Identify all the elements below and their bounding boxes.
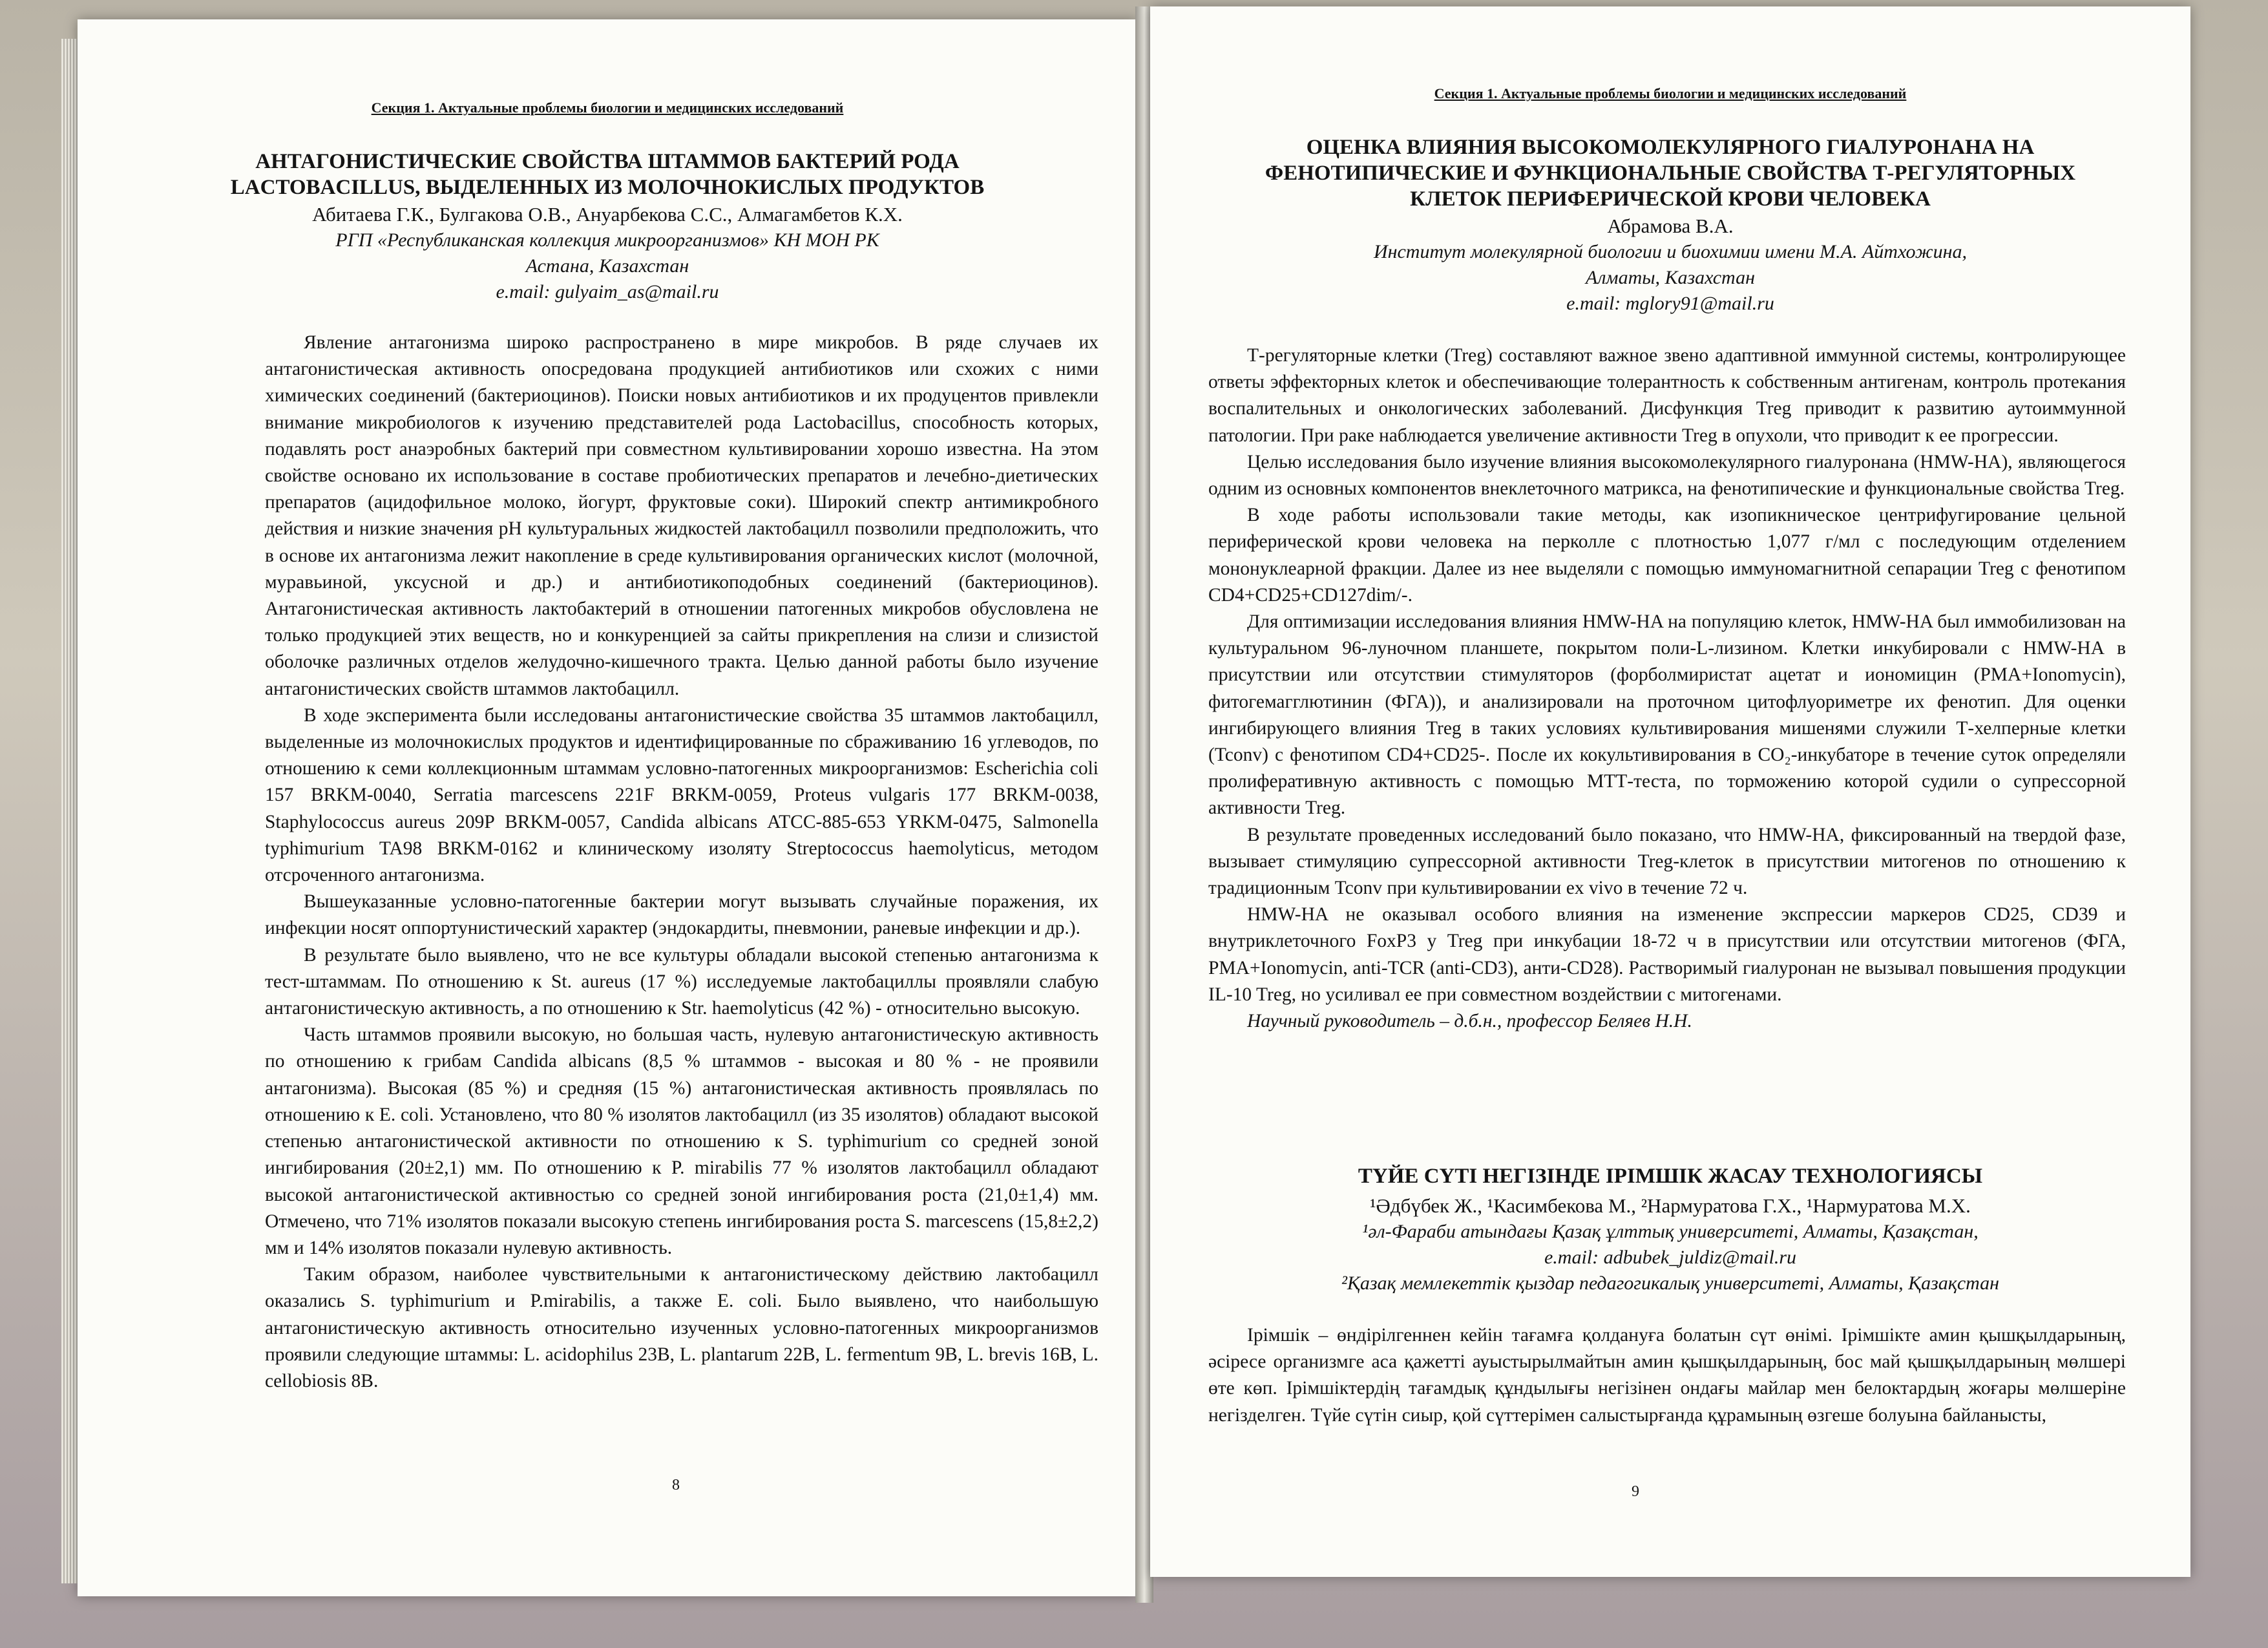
article-authors: Абитаева Г.К., Булгакова О.В., Ануарбекова С.С., Алмагамбетов К.Х.	[312, 203, 903, 226]
article-authors: Абрамова В.А.	[1607, 215, 1734, 237]
second-article-affiliation-1: ¹әл-Фараби атындағы Қазақ ұлттық университеті, Алматы, Қазақстан,	[1362, 1221, 1979, 1242]
paragraph: В ходе эксперимента были исследованы антагонистические свойства 35 штаммов лактобацилл, выделенные из молочнокислых продуктов и идентифицированные по сбраживанию 16 углеводов, по отношению к семи коллекционным штаммам условно-патогенных микроорганизмов: Escherichia coli 157 BRKM-0040, Serratia marcescens 221F BRKM-0059, Proteus vulgaris 177 BRKM-0038, Staphylococcus aureus 209P BRKM-0057, Candida albicans ATCC-885-653 YRKM-0475, Salmonella typhimurium TA98 BRKM-0162 и клиническому изоляту Streptococcus haemolyticus, методом отсроченного антагонизма.	[265, 704, 1098, 886]
paragraph: HMW-HA не оказывал особого влияния на изменение экспрессии маркеров CD25, CD39 и внутриклеточного FoxP3 у Treg при инкубации 18-72 ч в присутствии или отсутствии митогенов (ФГА, PMA+Ionomycin, anti-TCR (anti-CD3), анти-CD28). Растворимый гиалуронан не вызывал повышения продукции IL-10 Treg, но усиливал ее при совместном воздействии с митогенами.	[1208, 904, 2126, 1005]
article-affiliation: Институт молекулярной биологии и биохимии имени М.А. Айтхожина,	[1373, 241, 1968, 262]
paragraph: Явление антагонизма широко распространено в мире микробов. В ряде случаев их антагонистическая активность опосредована продукцией антибиотиков или схожих с ними химических соединений (бактериоцинов). Поиски новых антибиотиков и их продуцентов привлекли внимание микробиологов к изучению представителей рода Lactobacillus, способность которых, подавлять рост анаэробных бактерий при совместном культивировании хорошо известна. На этом свойстве основано их использование в составе пробиотических препаратов и лечебно-диетических препаратов (ацидофильное молоко, йогурт, фруктовые соки). Широкий спектр антимикробного действия и низкие значения pH культуральных жидкостей лактобацилл позволили предположить, что в основе их антагонизма лежит накопление в среде культивирования органических кислот (молочной, муравьиной, уксусной и др.) и антибиотикоподобных соединений (бактериоцинов). Антагонистическая активность лактобактерий в отношении патогенных микробов обусловлена не только продукцией этих веществ, но и конкуренцией за сайты прикрепления на слизи и слизистой оболочке различных отделов желудочно-кишечного тракта. Целью данной работы было изучение антагонистических свойств штаммов лактобацилл.	[265, 332, 1098, 699]
article-body	[265, 330, 1098, 1395]
paragraph: Для оптимизации исследования влияния HMW-HA на популяцию клеток, HMW-HA был иммобилизован на культуральном 96-луночном планшете, покрытом поли-L-лизином. Клетки инкубировали с HMW-HA в присутствии или отсутствии стимуляторов (форболмиристат ацетат и иономицин (PMA+Ionomycin), фитогемагглютинин (ФГА)), и анализировали на проточном цитофлуориметре их фенотип. Для оценки ингибирующего влияния Treg в таких условиях культивирования мишенями служили Т-хелперные клетки (Tconv) с фенотипом CD4+CD25-. После их кокультивирования в CO₂-инкубаторе в течение суток определяли пролиферативную активность с помощью МТТ-теста, по торможению которой судили о супрессорной активности Treg.	[1208, 611, 2126, 819]
paragraph: В результате проведенных исследований было показано, что HMW-HA, фиксированный на твердой фазе, вызывает стимуляцию супрессорной активности Treg-клеток в присутствии митогенов по отношению к традиционным Tconv при культивировании ex vivo в течение 72 ч.	[1208, 824, 2126, 899]
second-article-email: e.mail: adbubek_juldiz@mail.ru	[1544, 1247, 1797, 1268]
second-article-authors: ¹Әдбүбек Ж., ¹Касимбекова М., ²Нармуратова Г.Х., ¹Нармуратова М.Х.	[1370, 1194, 1971, 1217]
article-city: Астана, Казахстан	[525, 255, 689, 277]
second-article-body	[1208, 1322, 2126, 1429]
paragraph: Целью исследования было изучение влияния высокомолекулярного гиалуронана (HMW-HA), являющегося одним из основных компонентов внеклеточного матрикса, на фенотипические и функциональные свойства Treg.	[1208, 451, 2126, 500]
paragraph: В ходе работы использовали такие методы, как изопикническое центрифугирование цельной периферической крови человека на перколле с плотностью 1,077 г/мл с последующим отделением мононуклеарной фракции. Далее из нее выделяли с помощью иммуномагнитной сепарации Treg с фенотипом CD4+CD25+CD127dim/-.	[1208, 505, 2126, 606]
page-number: 8	[672, 1477, 680, 1494]
article-email: e.mail: mglory91@mail.ru	[1566, 293, 1774, 314]
article-affiliation: РГП «Республиканская коллекция микроорганизмов» КН МОН РК	[335, 229, 879, 251]
article-city: Алматы, Казахстан	[1586, 267, 1755, 288]
paragraph: Вышеуказанные условно-патогенные бактерии могут вызывать случайные поражения, их инфекции носят оппортунистический характер (эндокардиты, пневмонии, раневые инфекции и др.).	[265, 891, 1098, 939]
section-header: Секция 1. Актуальные проблемы биологии и медицинских исследований	[1434, 85, 1907, 101]
paragraph: Часть штаммов проявили высокую, но большая часть, нулевую антагонистическую активность по отношению к грибам Candida albicans (8,5 % штаммов - высокая и 80 % - не проявили антагонизма). Высокая (85 %) и средняя (15 %) антагонистическая активность проявлялась по отношению к E. coli. Установлено, что 80 % изолятов лактобацилл (из 35 изолятов) обладают высокой степенью антагонистической активности по отношению к S. typhimurium со средней зоной ингибирования (20±2,1) мм. По отношению к P. mirabilis 77 % изолятов лактобацилл обладают высокой антагонистической активностью со средней зоной ингибирования роста (21,0±1,4) мм. Отмечено, что 71% изолятов показали высокую степень ингибирования роста S. marcescens (15,8±2,2) мм и 14% изолятов показали нулевую активность.	[265, 1024, 1098, 1258]
article-title-line-1: ОЦЕНКА ВЛИЯНИЯ ВЫСОКОМОЛЕКУЛЯРНОГО ГИАЛУРОНАНА НА	[1306, 136, 2035, 159]
paragraph: В результате было выявлено, что не все культуры обладали высокой степенью антагонизма к тест-штаммам. По отношению к St. aureus (17 %) исследуемые лактобациллы проявляли слабую антагонистическую активность, а по отношению к Str. haemolyticus (42 %) - относительно высокую.	[265, 944, 1098, 1019]
article-title-line-2: LACTOBACILLUS, ВЫДЕЛЕННЫХ ИЗ МОЛОЧНОКИСЛЫХ ПРОДУКТОВ	[230, 176, 985, 199]
article-email: e.mail: gulyaim_as@mail.ru	[496, 281, 719, 302]
article-title-line-3: КЛЕТОК ПЕРИФЕРИЧЕСКОЙ КРОВИ ЧЕЛОВЕКА	[1410, 187, 1931, 211]
article-title-line-2: ФЕНОТИПИЧЕСКИЕ И ФУНКЦИОНАЛЬНЫЕ СВОЙСТВА Т-РЕГУЛЯТОРНЫХ	[1265, 162, 2076, 185]
page-number: 9	[1632, 1483, 1639, 1500]
article-body	[1208, 343, 2126, 1035]
article-title-line-1: АНТАГОНИСТИЧЕСКИЕ СВОЙСТВА ШТАММОВ БАКТЕРИЙ РОДА	[255, 150, 960, 173]
left-page	[78, 19, 1137, 1596]
second-article-title: ТҮЙЕ СҮТІ НЕГІЗІНДЕ ІРІМШІК ЖАСАУ ТЕХНОЛОГИЯСЫ	[1358, 1165, 1983, 1188]
right-page	[1150, 6, 2190, 1577]
paragraph: Таким образом, наиболее чувствительными к антагонистическому действию лактобацилл оказались S. typhimurium и P.mirabilis, а также E. coli. Было выявлено, что наибольшую антагонистическую активность относительно изученных условно-патогенных микроорганизмов проявили следующие штаммы: L. acidophilus 23B, L. plantarum 22B, L. fermentum 9B, L. brevis 16B, L. cellobiosis 8B.	[265, 1264, 1098, 1391]
paragraph: Т-регуляторные клетки (Treg) составляют важное звено адаптивной иммунной системы, контролирующее ответы эффекторных клеток и обеспечивающие толерантность к собственным антигенам, контроль протекания воспалительных и онкологических заболеваний. Дисфункция Treg приводит к развитию аутоиммунной патологии. При раке наблюдается увеличение активности Treg в опухоли, что приводит к ее прогрессии.	[1208, 345, 2126, 446]
paragraph: Ірімшік – өндірілгеннен кейін тағамға қолдануға болатын сүт өнімі. Ірімшікте амин қышқылдарының, әсіресе организмге аса қажетті ауыстырылмайтын амин қышқылдарының, бос май қышқылдарының мөлшері өте көп. Ірімшіктердің тағамдық құндылығы негізінен ондағы майлар мен белоктардың жоғары мөлшеріне негізделген. Түйе сүтін сиыр, қой сүттерімен салыстырғанда құрамының өзгеше болуына байланысты,	[1208, 1325, 2126, 1426]
section-header: Секция 1. Актуальные проблемы биологии и медицинских исследований	[371, 100, 844, 116]
supervisor-note: Научный руководитель – д.б.н., профессор Беляев Н.Н.	[1247, 1011, 1692, 1032]
second-article-affiliation-2: ²Қазақ мемлекеттік қыздар педагогикалық университеті, Алматы, Қазақстан	[1341, 1273, 2000, 1294]
